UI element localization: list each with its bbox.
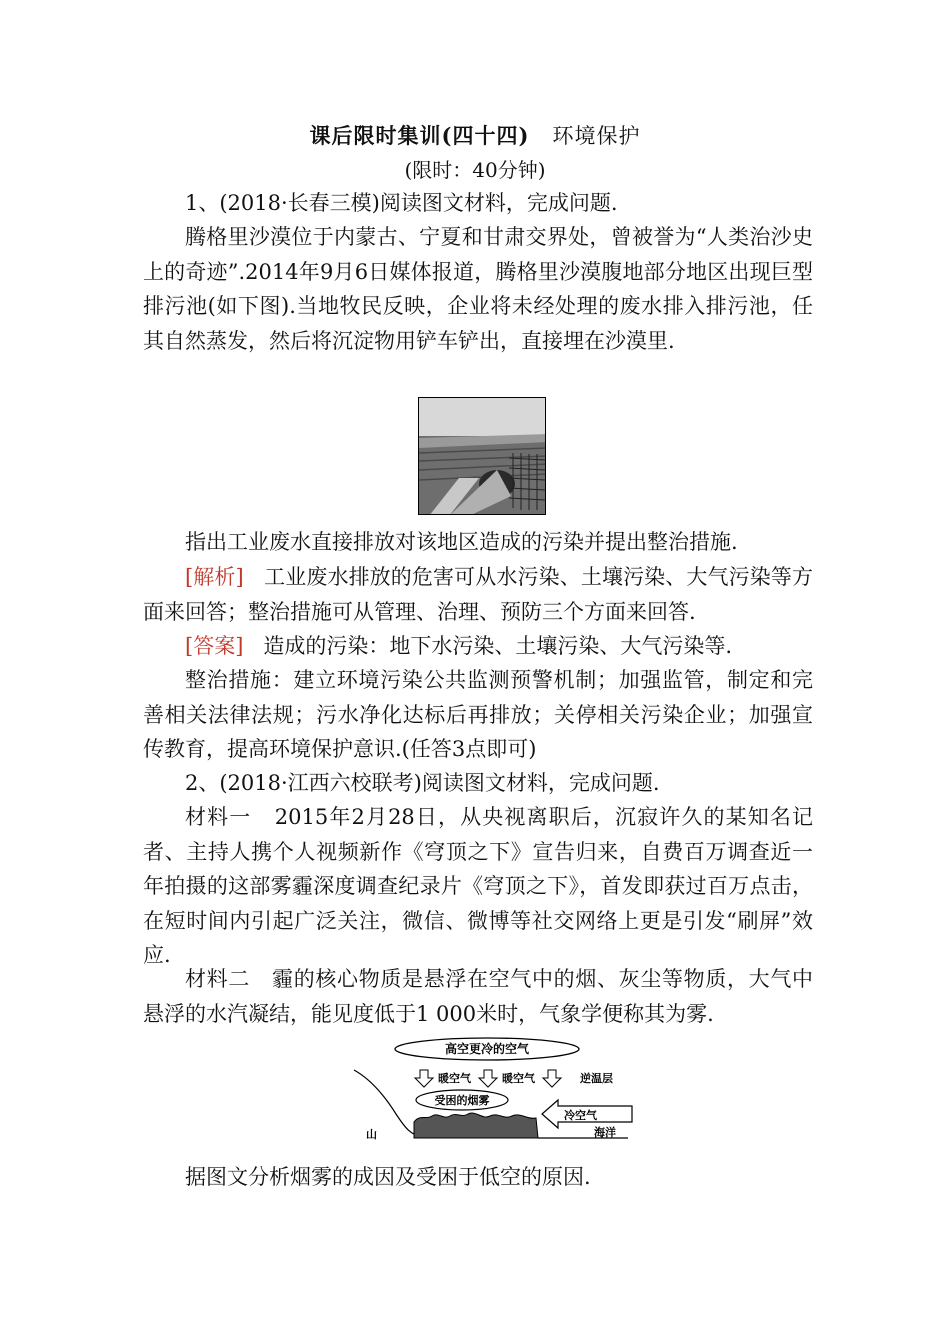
material2-label: 材料二 bbox=[185, 967, 250, 991]
trapped-smog-label: 受困的烟雾 bbox=[434, 1094, 490, 1107]
answer-tag: [答案] bbox=[185, 634, 244, 658]
analysis-tag: [解析] bbox=[185, 565, 244, 589]
q1-answer bbox=[143, 629, 813, 664]
q1-material: 腾格里沙漠位于内蒙古、宁夏和甘肃交界处，曾被誉为“人类治沙史上的奇迹”.2014年9月6日媒体报道，腾格里沙漠腹地部分地区出现巨型排污池(如下图).当地牧民反映，企业将未经处理的废水排入排污池，任其自然蒸发，然后将沉淀物用铲车铲出，直接埋在沙漠里. bbox=[143, 225, 813, 353]
q2-material1 bbox=[143, 800, 813, 973]
warm-air-label-2: 暖空气 bbox=[502, 1072, 535, 1085]
q1-answer-measures: 整治措施：建立环境污染公共监测预警机制；加强监管，制定和完善相关法律法规；污水净化达标后再排放；关停相关污染企业；加强宣传教育，提高环境保护意识.(任答3点即可) bbox=[143, 668, 813, 761]
cold-air-label: 冷空气 bbox=[564, 1109, 597, 1122]
page-title bbox=[0, 120, 950, 150]
desert-sewage-photo bbox=[418, 397, 546, 515]
ocean-label: 海洋 bbox=[594, 1126, 616, 1139]
title-main: 课后限时集训(四十四) bbox=[309, 123, 530, 148]
title-sub: 环境保护 bbox=[552, 124, 641, 148]
q1-question: 指出工业废水直接排放对该地区造成的污染并提出整治措施. bbox=[185, 530, 738, 554]
inversion-label: 逆温层 bbox=[580, 1072, 613, 1085]
answer-text-1: 造成的污染：地下水污染、土壤污染、大气污染等. bbox=[263, 634, 733, 658]
material1-text: 2015年2月28日，从央视离职后，沉寂许久的某知名记者、主持人携个人视频新作《穹顶之下》宣告归来，自费百万调查近一年拍摄的这部雾霾深度调查纪录片《穹顶之下》，首发即获过百万点击，在短时间内引起广泛关注，微信、微博等社交网络上更是引发“刷屏”效应. bbox=[143, 805, 814, 967]
smog-mass bbox=[414, 1113, 538, 1138]
q2-material2 bbox=[143, 962, 813, 1031]
cold-air-top-label: 高空更冷的空气 bbox=[444, 1042, 530, 1056]
photo-illustration bbox=[419, 398, 546, 515]
inversion-diagram bbox=[352, 1034, 642, 1152]
down-arrow-icon bbox=[415, 1070, 561, 1087]
material1-label: 材料一 bbox=[185, 805, 252, 829]
q1-heading: 1、(2018·长春三模)阅读图文材料，完成问题. bbox=[185, 191, 618, 215]
time-limit: (限时：40分钟) bbox=[404, 158, 546, 182]
analysis-text: 工业废水排放的危害可从水污染、土壤污染、大气污染等方面来回答；整治措施可从管理、治理、预防三个方面来回答. bbox=[143, 565, 813, 624]
q2-heading: 2、(2018·江西六校联考)阅读图文材料，完成问题. bbox=[185, 771, 660, 795]
q1-analysis bbox=[143, 560, 813, 629]
warm-air-label-1: 暖空气 bbox=[438, 1072, 471, 1085]
inversion-diagram-svg bbox=[352, 1034, 642, 1152]
mountain-label: 山 bbox=[366, 1128, 377, 1141]
q2-question: 据图文分析烟雾的成因及受困于低空的原因. bbox=[185, 1165, 591, 1189]
material2-text: 霾的核心物质是悬浮在空气中的烟、灰尘等物质，大气中悬浮的水汽凝结，能见度低于1 000米时，气象学便称其为雾. bbox=[143, 967, 814, 1026]
